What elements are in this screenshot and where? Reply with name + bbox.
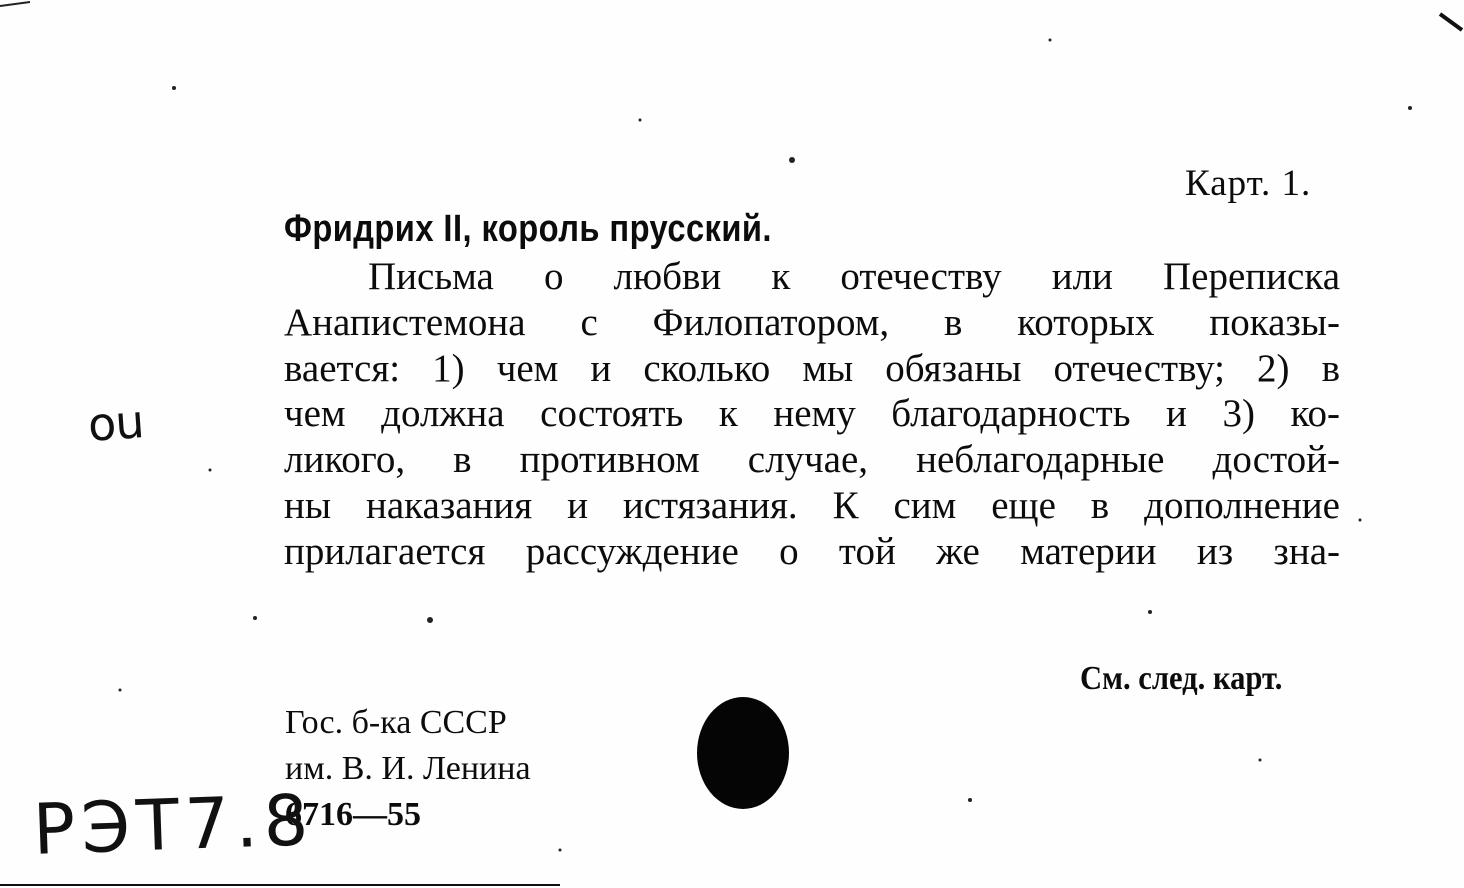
- body-line: ликого, в противном случае, неблагодарные достой-: [284, 438, 1340, 482]
- speck: [559, 849, 562, 852]
- edge-mark: [0, 2, 30, 6]
- speck: [789, 157, 795, 163]
- speck: [427, 617, 433, 623]
- speck: [119, 689, 122, 692]
- body-line: Анапистемона с Филопатором, в которых показы-: [284, 300, 1340, 344]
- corner-mark: [1440, 14, 1462, 30]
- speck: [968, 798, 972, 802]
- punch-hole: [697, 697, 789, 809]
- see-next-card: См. след. карт.: [1080, 660, 1283, 697]
- card-heading: Фридрих II, король прусский.: [284, 208, 772, 250]
- library-dedication: им. В. И. Ленина: [285, 750, 531, 787]
- bottom-edge: [0, 884, 560, 886]
- body-line: вается: 1) чем и сколько мы обязаны отечеству; 2) в: [284, 346, 1340, 390]
- body-line: ны наказания и истязания. К сим еще в дополнение: [284, 483, 1340, 527]
- speck: [1049, 39, 1052, 42]
- speck: [1259, 759, 1262, 762]
- speck: [639, 119, 642, 122]
- body-line: Письма о любви к отечеству или Переписка: [368, 255, 1340, 298]
- speck: [1408, 106, 1412, 110]
- handwritten-margin-note: ou: [86, 394, 146, 452]
- speck: [209, 469, 212, 472]
- speck: [172, 86, 176, 90]
- speck: [253, 616, 257, 620]
- body-line: прилагается рассуждение о той же материи из зна-: [284, 529, 1340, 573]
- speck: [1359, 519, 1362, 522]
- library-name: Гос. б-ка СССР: [285, 704, 507, 741]
- handwritten-shelf-code: РЭТ7.8: [31, 779, 316, 871]
- card-body: [284, 254, 1340, 575]
- body-line: чем должна состоять к нему благодарность и 3) ко-: [284, 392, 1340, 436]
- card-number: Карт. 1.: [1185, 163, 1312, 204]
- library-code: 6716—55: [285, 796, 421, 833]
- library-stamp: [285, 700, 531, 838]
- speck: [1148, 610, 1152, 614]
